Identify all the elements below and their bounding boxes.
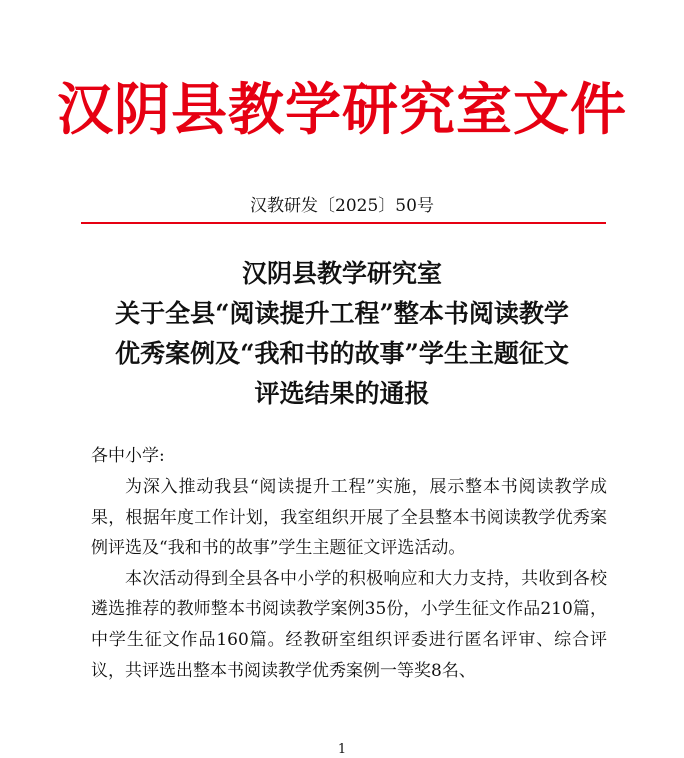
notice-title-line: 评选结果的通报 <box>254 379 430 408</box>
salutation: 各中小学: <box>91 446 165 466</box>
page-number: 1 <box>337 742 347 757</box>
notice-title <box>0 254 684 414</box>
body-text <box>91 472 607 686</box>
body-paragraph: 为深入推动我县“阅读提升工程”实施，展示整本书阅读教学成果，根据年度工作计划，我室组织开展了全县整本书阅读教学优秀案例评选及“我和书的故事”学生主题征文评选活动。 <box>91 477 607 559</box>
body-paragraph: 本次活动得到全县各中小学的积极响应和大力支持，共收到各校遴选推荐的教师整本书阅读教学案例35份，小学生征文作品210篇，中学生征文作品160篇。经教研室组织评委进行匿名评审、综合评议，共评选出整本书阅读教学优秀案例一等奖8名、 <box>91 568 607 681</box>
document-header-title: 汉阴县教学研究室文件 <box>57 77 627 143</box>
notice-title-line: 优秀案例及“我和书的故事”学生主题征文 <box>115 339 569 368</box>
red-divider-line <box>81 222 606 224</box>
document-number: 汉教研发〔2025〕50号 <box>250 196 434 216</box>
notice-title-line: 汉阴县教学研究室 <box>241 259 442 288</box>
notice-title-line: 关于全县“阅读提升工程”整本书阅读教学 <box>115 299 569 328</box>
